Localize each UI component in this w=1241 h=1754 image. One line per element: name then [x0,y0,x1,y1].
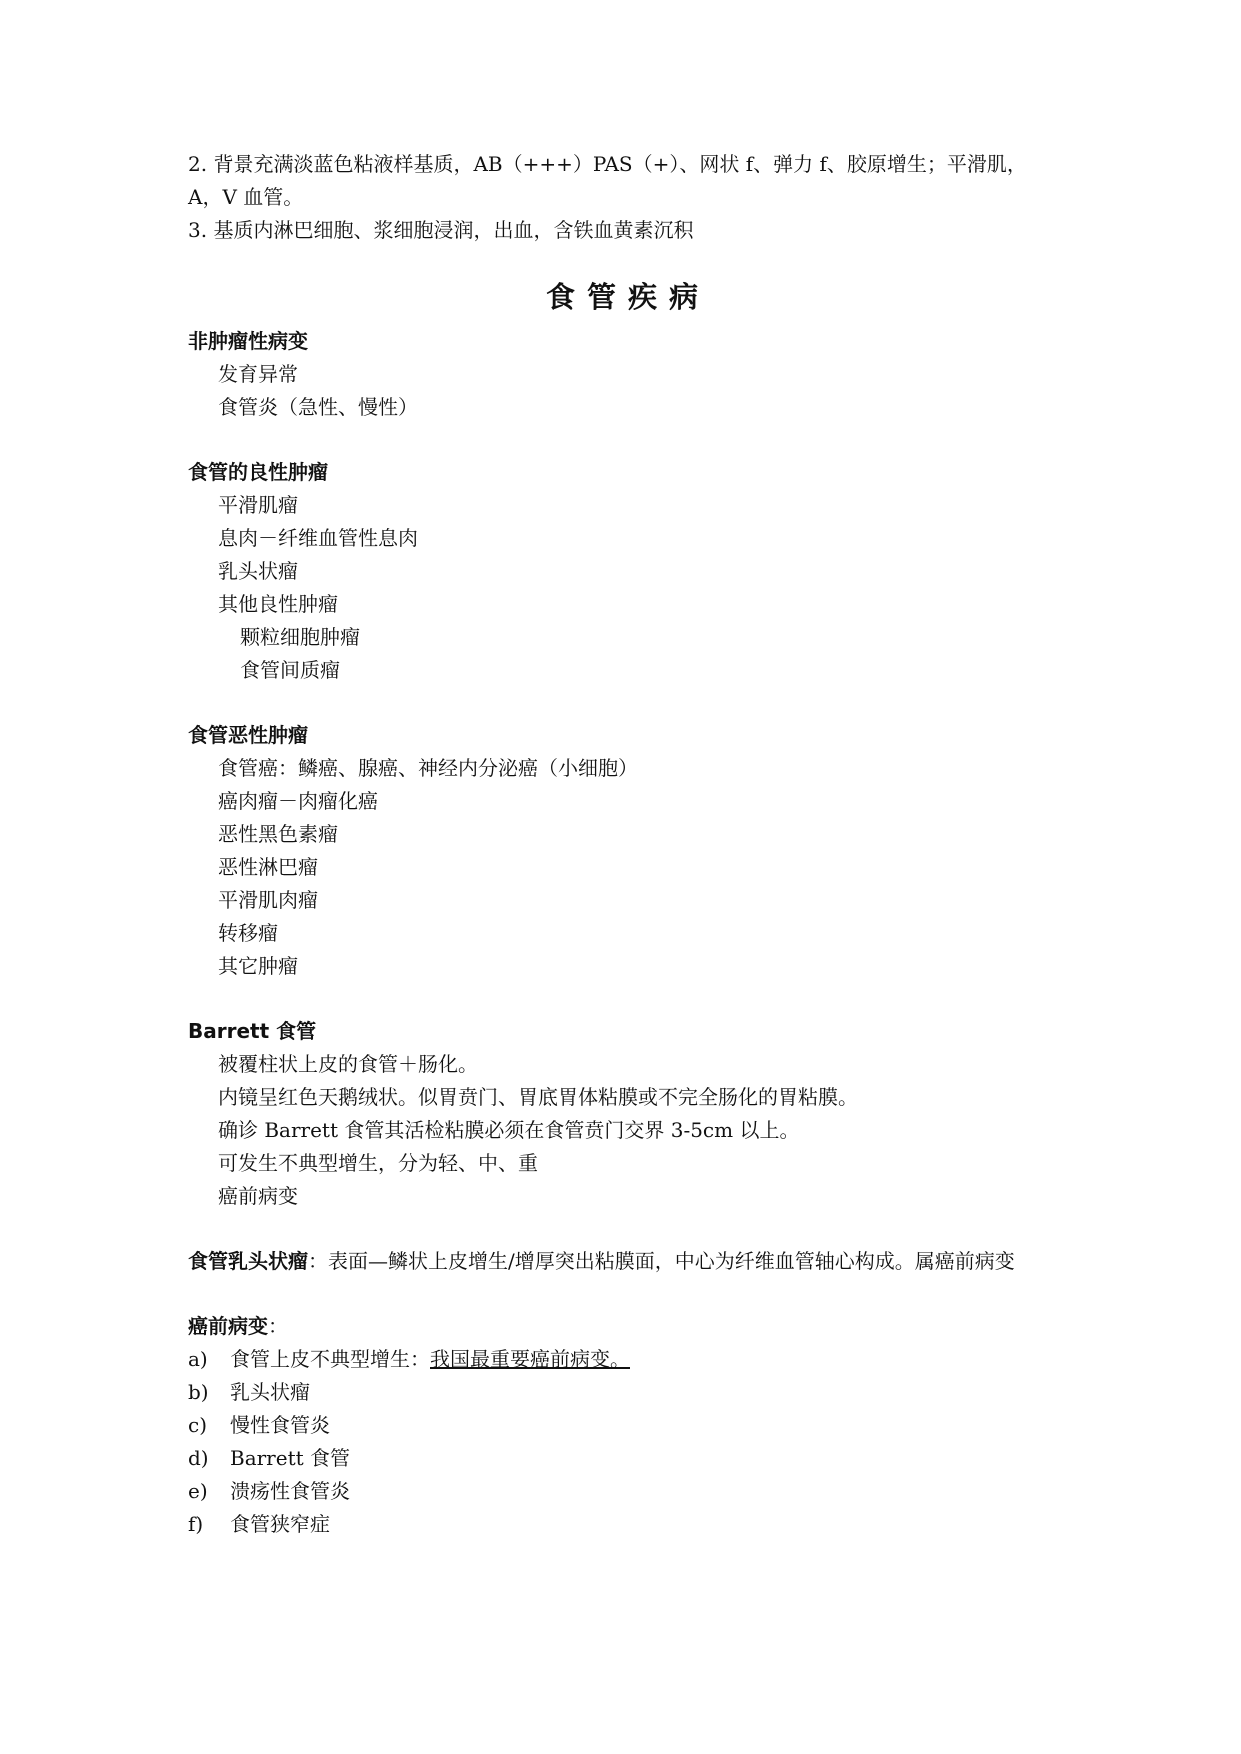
list-item: 恶性黑色素瘤 [218,822,338,846]
list-item [188,1508,1068,1541]
item-text: 溃疡性食管炎 [230,1479,350,1503]
list-item: 乳头状瘤 [218,559,298,583]
list-item: 发育异常 [218,362,298,386]
section-heading: 食管乳头状瘤 [188,1249,308,1273]
list-item: 其他良性肿瘤 [218,592,338,616]
item-letter: d) [188,1446,209,1470]
section-malignant-tumors [188,719,1068,983]
section-heading: Barrett 食管 [188,1019,317,1043]
item-letter: f) [188,1512,204,1536]
item-text: 食管上皮不典型增生： [230,1347,430,1371]
list-item: 其它肿瘤 [218,954,298,978]
list-item: 内镜呈红色天鹅绒状。似胃贲门、胃底胃体粘膜或不完全肠化的胃粘膜。 [218,1085,858,1109]
section-heading: 非肿瘤性病变 [188,329,308,353]
intro-item-3: 3. 基质内淋巴细胞、浆细胞浸润，出血，含铁血黄素沉积 [188,218,694,242]
list-item: 平滑肌瘤 [218,493,298,517]
intro-item-2: 2. 背景充满淡蓝色粘液样基质，AB（+++）PAS（+）、网状 f、弹力 f、胶原增生；平滑肌， [188,152,1027,176]
list-item: 平滑肌肉瘤 [218,888,318,912]
section-papilloma [188,1245,1068,1278]
sub-list-item: 颗粒细胞肿瘤 [240,625,360,649]
list-item: 息肉－纤维血管性息肉 [218,526,418,550]
item-text: 乳头状瘤 [230,1380,310,1404]
item-text: 食管狭窄症 [230,1512,330,1536]
section-precancerous [188,1310,1068,1541]
list-item [188,1442,1068,1475]
page-title: 食管疾病 [545,280,710,314]
document-page [188,148,1068,1541]
list-item: 确诊 Barrett 食管其活检粘膜必须在食管贲门交界 3-5cm 以上。 [218,1118,800,1142]
list-item [188,1343,1068,1376]
list-item: 食管癌：鳞癌、腺癌、神经内分泌癌（小细胞） [218,756,638,780]
item-underlined-text: 我国最重要癌前病变。 [430,1347,630,1371]
item-letter: e) [188,1479,208,1503]
item-letter: c) [188,1413,208,1437]
list-item: 食管炎（急性、慢性） [218,395,418,419]
section-heading: 食管的良性肿瘤 [188,460,328,484]
item-letter: b) [188,1380,209,1404]
list-item [188,1475,1068,1508]
list-item [188,1376,1068,1409]
item-text: 慢性食管炎 [230,1413,330,1437]
intro-item-2-continued: A，V 血管。 [188,185,304,209]
section-heading: 食管恶性肿瘤 [188,723,308,747]
papilloma-paragraph [188,1245,1068,1278]
paragraph-text: ：表面—鳞状上皮增生/增厚突出粘膜面，中心为纤维血管轴心构成。属癌前病变 [308,1249,1015,1273]
list-item: 癌肉瘤－肉瘤化癌 [218,789,378,813]
list-item: 癌前病变 [218,1184,298,1208]
list-item [188,1409,1068,1442]
list-item: 可发生不典型增生，分为轻、中、重 [218,1151,538,1175]
heading-colon: ： [268,1314,288,1338]
sub-list-item: 食管间质瘤 [240,658,340,682]
section-heading-row [188,1310,1068,1343]
section-barrett [188,1015,1068,1213]
item-letter: a) [188,1347,208,1371]
list-item: 转移瘤 [218,921,278,945]
section-non-neoplastic [188,325,1068,424]
list-item: 被覆柱状上皮的食管＋肠化。 [218,1052,478,1076]
section-heading: 癌前病变 [188,1314,268,1338]
list-item: 恶性淋巴瘤 [218,855,318,879]
item-text: Barrett 食管 [230,1446,351,1470]
intro-list [188,148,1068,247]
section-benign-tumors [188,456,1068,687]
